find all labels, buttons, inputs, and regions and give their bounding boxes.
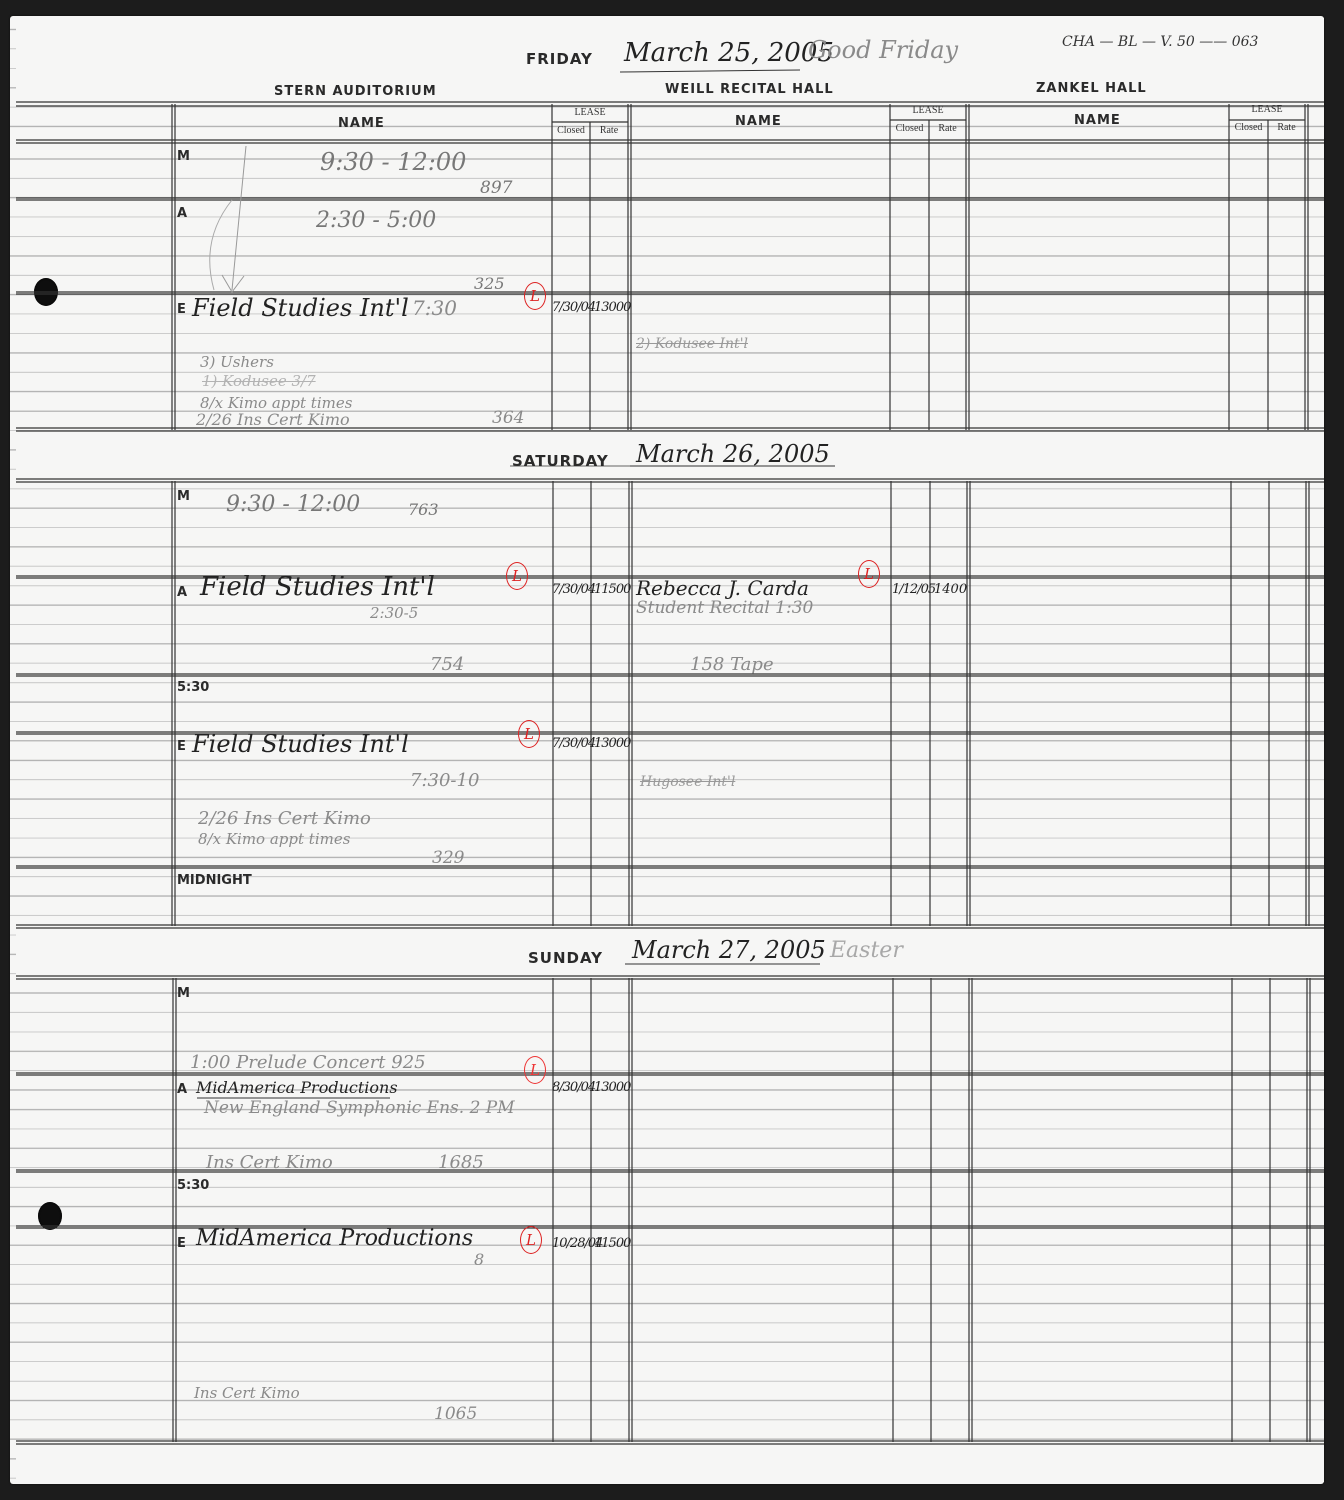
stern-rate-header: Rate xyxy=(599,125,619,136)
saturday-evening-rate: 13000 xyxy=(594,736,631,751)
saturday-weill-lease-mark: L xyxy=(858,560,880,588)
friday-period-a: A xyxy=(177,206,188,221)
stern-name-header: NAME xyxy=(338,116,385,131)
friday-period-e: E xyxy=(177,302,186,317)
friday-morning-time: 9:30 - 12:00 xyxy=(320,148,467,176)
friday-weill-note: 2) Kodusee Int'l xyxy=(636,336,749,352)
saturday-evening-lease-mark: L xyxy=(518,720,540,748)
friday-evening-name: Field Studies Int'l xyxy=(192,294,409,322)
saturday-period-530: 5:30 xyxy=(177,680,210,695)
zankel-closed-header: Closed xyxy=(1234,122,1263,133)
sunday-afternoon-name: MidAmerica Productions xyxy=(196,1078,398,1097)
weill-rate-header: Rate xyxy=(938,123,957,134)
saturday-morning-time: 9:30 - 12:00 xyxy=(226,492,361,517)
sunday-evening-lease-mark: L xyxy=(520,1226,542,1254)
sunday-afternoon-lease-mark: L xyxy=(524,1056,546,1084)
friday-lease-mark: L xyxy=(524,282,546,310)
stern-closed-header: Closed xyxy=(557,125,585,136)
sunday-evening-time: 8 xyxy=(474,1250,485,1269)
saturday-note-1: 2/26 Ins Cert Kimo xyxy=(198,808,371,829)
sunday-evening-rate: 11500 xyxy=(594,1236,631,1251)
sunday-note: Easter xyxy=(830,938,903,963)
friday-note-2: 1) Kodusee 3/7 xyxy=(202,372,316,390)
sunday-evening-closed: 10/28/04 xyxy=(552,1236,603,1251)
saturday-weill-closed: 1/12/05 xyxy=(892,582,936,597)
saturday-note-2: 8/x Kimo appt times xyxy=(198,830,351,848)
sunday-afternoon-closed: 8/30/04 xyxy=(552,1080,596,1095)
saturday-afternoon-lease-mark: L xyxy=(506,562,528,590)
hall-weill: WEILL RECITAL HALL xyxy=(665,82,834,97)
sunday-date: March 27, 2005 xyxy=(632,936,826,964)
sunday-period-e: E xyxy=(177,1236,186,1251)
sunday-afternoon-sub: New England Symphonic Ens. 2 PM xyxy=(204,1098,515,1118)
saturday-period-m: M xyxy=(177,489,190,504)
saturday-weill-name: Rebecca J. Carda xyxy=(636,576,809,600)
friday-evening-rate: 13000 xyxy=(594,300,631,315)
saturday-evening-count: 329 xyxy=(432,848,465,868)
sunday-evening-note: Ins Cert Kimo xyxy=(194,1384,300,1402)
sunday-afternoon-note: Ins Cert Kimo xyxy=(206,1152,333,1173)
hall-zankel: ZANKEL HALL xyxy=(1036,81,1147,96)
friday-note: Good Friday xyxy=(808,36,959,64)
saturday-period-e: E xyxy=(177,739,186,754)
friday-evening-time: 7:30 xyxy=(412,296,457,320)
saturday-period-midnight: MIDNIGHT xyxy=(177,873,252,888)
friday-note-1: 3) Ushers xyxy=(200,353,274,371)
zankel-lease-header: LEASE xyxy=(1251,104,1283,115)
saturday-afternoon-time: 2:30-5 xyxy=(370,604,419,622)
friday-evening-closed: 7/30/04 xyxy=(552,300,596,315)
saturday-period-a: A xyxy=(177,585,188,600)
zankel-name-header: NAME xyxy=(1074,113,1121,128)
friday-period-m: M xyxy=(177,149,190,164)
saturday-date: March 26, 2005 xyxy=(636,440,830,468)
saturday-evening-time: 7:30-10 xyxy=(410,770,480,791)
sunday-evening-count: 1065 xyxy=(434,1404,478,1424)
sunday-evening-name: MidAmerica Productions xyxy=(196,1226,474,1251)
saturday-weill-note: 158 Tape xyxy=(690,654,774,675)
friday-evening-count: 364 xyxy=(492,408,525,428)
saturday-afternoon-closed: 7/30/04 xyxy=(552,582,596,597)
catalog-number: CHA — BL — V. 50 —— 063 xyxy=(1062,34,1259,50)
zankel-rate-header: Rate xyxy=(1277,122,1296,133)
sunday-afternoon-rate: 13000 xyxy=(594,1080,631,1095)
saturday-morning-count: 763 xyxy=(408,500,439,519)
sunday-prelude: 1:00 Prelude Concert 925 xyxy=(190,1052,426,1073)
sunday-period-530: 5:30 xyxy=(177,1178,210,1193)
saturday-afternoon-rate: 11500 xyxy=(594,582,631,597)
saturday-afternoon-name: Field Studies Int'l xyxy=(200,572,435,602)
friday-morning-count: 897 xyxy=(480,178,513,198)
saturday-weill-sub: Student Recital 1:30 xyxy=(636,598,814,618)
friday-afternoon-count: 325 xyxy=(474,274,505,293)
saturday-weill-evening-note: Hugosee Int'l xyxy=(640,774,736,790)
saturday-evening-name: Field Studies Int'l xyxy=(192,730,409,758)
weill-name-header: NAME xyxy=(735,114,782,129)
sunday-period-a: A xyxy=(177,1082,188,1097)
weill-closed-header: Closed xyxy=(895,123,924,134)
friday-note-3: 8/x Kimo appt times xyxy=(200,394,353,412)
saturday-evening-closed: 7/30/04 xyxy=(552,736,596,751)
sunday-afternoon-count: 1685 xyxy=(438,1152,484,1173)
friday-afternoon-time: 2:30 - 5:00 xyxy=(316,208,437,233)
day-label-sunday: SUNDAY xyxy=(528,949,604,967)
stern-lease-header: LEASE xyxy=(574,107,606,118)
saturday-afternoon-count: 754 xyxy=(430,654,465,675)
hall-stern: STERN AUDITORIUM xyxy=(274,84,437,99)
weill-lease-header: LEASE xyxy=(912,105,944,116)
friday-note-4: 2/26 Ins Cert Kimo xyxy=(196,410,350,429)
day-label-saturday: SATURDAY xyxy=(512,452,609,470)
sunday-period-m: M xyxy=(177,986,190,1001)
saturday-weill-rate: 1400 xyxy=(934,582,968,597)
day-label-friday: FRIDAY xyxy=(526,50,593,68)
friday-date: March 25, 2005 xyxy=(624,38,834,68)
